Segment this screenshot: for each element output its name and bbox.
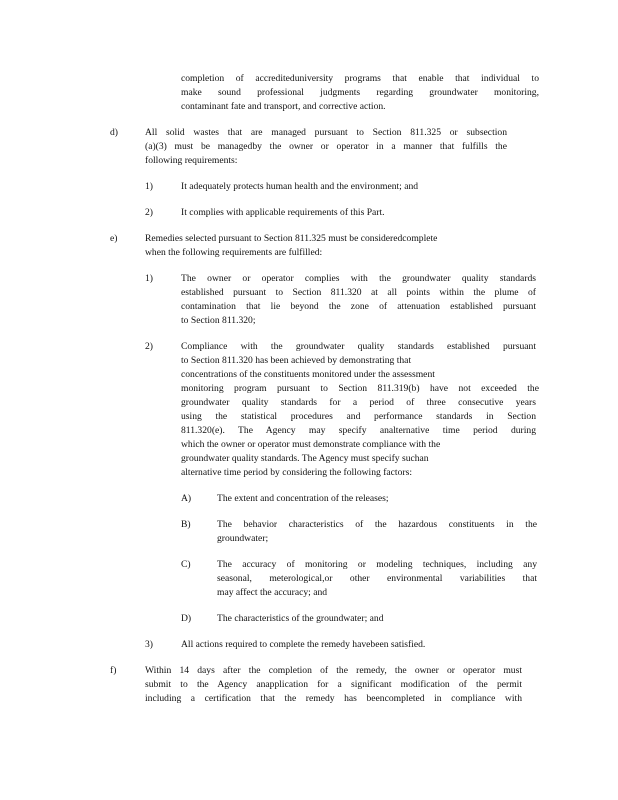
item-f-line-2: submit to the Agency anapplication for a significant modification of the permit (145, 679, 522, 690)
item-e2-line-10: alternative time period by considering the following factors: (181, 467, 412, 478)
item-e1-label: 1) (145, 273, 153, 284)
continuation-line-1: completion of accrediteduniversity programs that enable that individual to (181, 73, 539, 84)
item-e-line-1: Remedies selected pursuant to Section 811.325 must be consideredcomplete (145, 233, 438, 244)
item-d1-text: It adequately protects human health and the environment; and (181, 181, 419, 192)
factor-a-line-1: The extent and concentration of the releases; (217, 493, 389, 504)
item-e3-label: 3) (145, 639, 153, 650)
item-d2-text: It complies with applicable requirements of this Part. (181, 207, 385, 218)
item-e2-line-1: Compliance with the groundwater quality standards established pursuant (181, 341, 536, 352)
factor-b-label: B) (181, 519, 191, 530)
item-d-line-3: following requirements: (145, 155, 238, 166)
item-e-line-2: when the following requirements are fulfilled: (145, 247, 323, 258)
item-f-line-3: including a certification that the remedy has beencompleted in compliance with (145, 693, 522, 704)
item-e1-line-1: The owner or operator complies with the groundwater quality standards (181, 273, 536, 284)
item-e2-label: 2) (145, 341, 153, 352)
item-e1-line-2: established pursuant to Section 811.320 at all points within the plume of (181, 287, 536, 298)
factor-b-line-1: The behavior characteristics of the hazardous constituents in the (217, 519, 537, 530)
factor-b-line-2: groundwater; (217, 533, 269, 544)
item-f-line-1: Within 14 days after the completion of the remedy, the owner or operator must (145, 665, 522, 676)
item-e2-line-8: which the owner or operator must demonstrate compliance with the (181, 439, 441, 450)
item-e2-line-9: groundwater quality standards. The Agency must specify suchan (181, 453, 429, 464)
continuation-line-3: contaminant fate and transport, and corrective action. (181, 101, 386, 112)
item-e2-line-2: to Section 811.320 has been achieved by demonstrating that (181, 355, 412, 366)
factor-d-label: D) (181, 613, 192, 624)
factor-c-line-1: The accuracy of monitoring or modeling techniques, including any (217, 559, 537, 570)
item-e2-line-3: concentrations of the constituents monitored under the assessment (181, 369, 435, 380)
item-e2-line-5: groundwater quality standards for a period of three consecutive years (181, 397, 536, 408)
factor-c-line-2: seasonal, meterological,or other environmental variabilities that (217, 573, 537, 584)
item-e2-line-4: monitoring program pursuant to Section 811.319(b) have not exceeded the (181, 383, 539, 394)
item-e1-line-4: to Section 811.320; (181, 315, 256, 326)
factor-c-label: C) (181, 559, 191, 570)
factor-c-line-3: may affect the accuracy; and (217, 587, 328, 598)
item-e1-line-3: contamination that lie beyond the zone of attenuation established pursuant (181, 301, 536, 312)
item-e-label: e) (110, 233, 118, 244)
item-e2-line-6: using the statistical procedures and performance standards in Section (181, 411, 536, 422)
item-d2-label: 2) (145, 207, 153, 218)
item-d-line-1: All solid wastes that are managed pursuant to Section 811.325 or subsection (145, 127, 507, 138)
item-f-label: f) (110, 665, 117, 676)
item-d1-label: 1) (145, 181, 153, 192)
item-d-line-2: (a)(3) must be managedby the owner or operator in a manner that fulfills the (145, 141, 507, 152)
factor-d-line-1: The characteristics of the groundwater; and (217, 613, 384, 624)
item-d-label: d) (110, 127, 118, 138)
item-e2-line-7: 811.320(e). The Agency may specify analternative time period during (181, 425, 536, 436)
item-e3-text: All actions required to complete the remedy havebeen satisfied. (181, 639, 426, 650)
continuation-line-2: make sound professional judgments regarding groundwater monitoring, (181, 87, 539, 98)
factor-a-label: A) (181, 493, 192, 504)
